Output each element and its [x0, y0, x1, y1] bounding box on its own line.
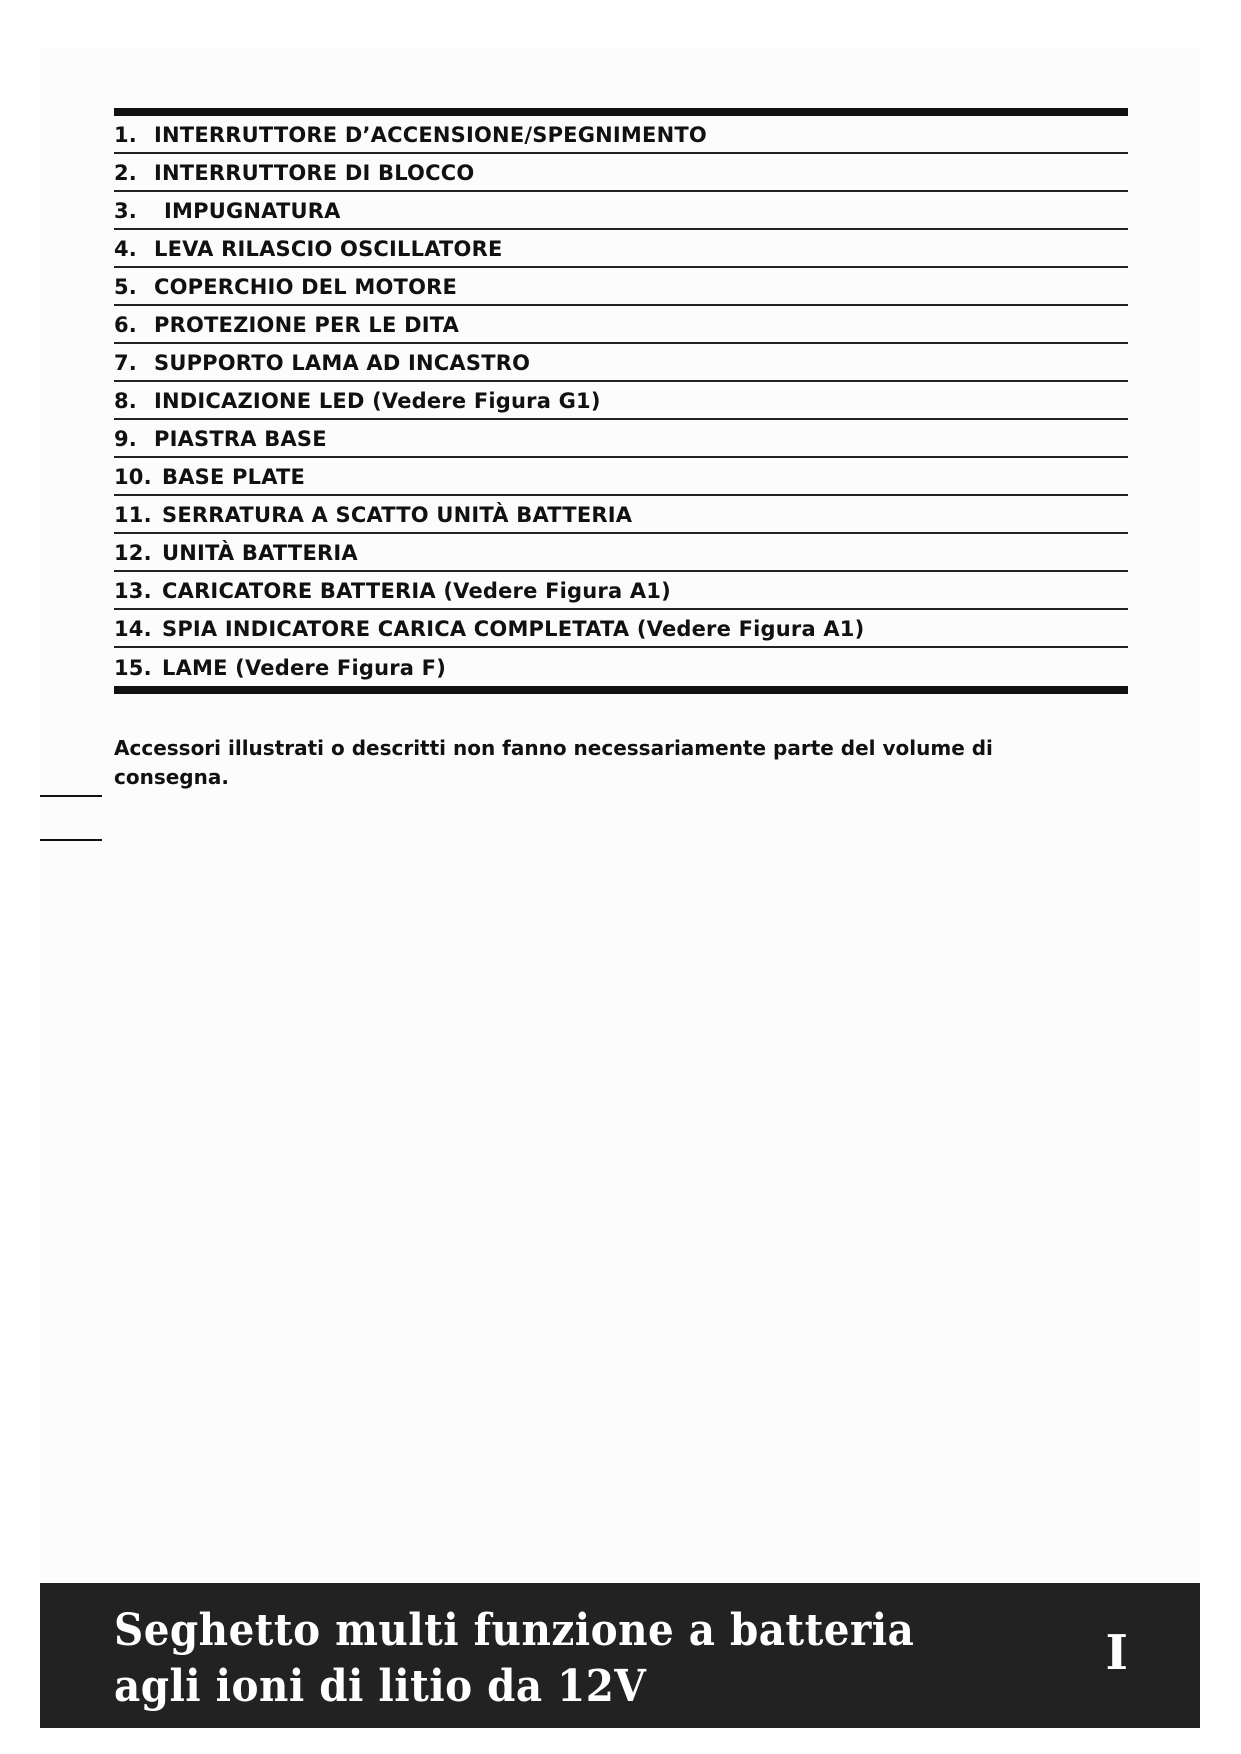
part-number: 6. — [114, 313, 137, 337]
part-label: COPERCHIO DEL MOTORE — [154, 275, 458, 299]
part-label: PIASTRA BASE — [154, 427, 327, 451]
part-label: SUPPORTO LAMA AD INCASTRO — [154, 351, 531, 375]
parts-list-item — [114, 382, 1128, 420]
part-label: SPIA INDICATORE CARICA COMPLETATA (Vedere Figura A1) — [162, 617, 865, 641]
product-title-line: agli ioni di litio da 12V — [114, 1661, 647, 1712]
parts-list-item — [114, 610, 1128, 648]
parts-list-item — [114, 268, 1128, 306]
part-number: 13. — [114, 579, 152, 603]
part-label: PROTEZIONE PER LE DITA — [154, 313, 460, 337]
part-number: 4. — [114, 237, 137, 261]
product-title — [114, 1603, 914, 1715]
part-label: SERRATURA A SCATTO UNITÀ BATTERIA — [162, 503, 633, 527]
margin-mark — [40, 839, 102, 841]
parts-list-item — [114, 154, 1128, 192]
part-number: 8. — [114, 389, 137, 413]
title-banner — [40, 1583, 1200, 1728]
part-number: 7. — [114, 351, 137, 375]
part-number: 5. — [114, 275, 137, 299]
part-number: 2. — [114, 161, 137, 185]
product-title-line: Seghetto multi funzione a batteria — [114, 1605, 915, 1656]
part-label: INDICAZIONE LED (Vedere Figura G1) — [154, 389, 601, 413]
parts-list-item — [114, 648, 1128, 686]
part-number: 15. — [114, 656, 152, 680]
part-number: 11. — [114, 503, 152, 527]
parts-list-item — [114, 306, 1128, 344]
language-marker: I — [1105, 1625, 1128, 1681]
part-label: LEVA RILASCIO OSCILLATORE — [154, 237, 503, 261]
part-number: 9. — [114, 427, 137, 451]
parts-list-item — [114, 344, 1128, 382]
parts-list-item — [114, 458, 1128, 496]
part-label: IMPUGNATURA — [164, 199, 341, 223]
accessories-note: Accessori illustrati o descritti non fanno necessariamente parte del volume di consegna. — [114, 736, 993, 789]
part-number: 10. — [114, 465, 152, 489]
parts-list-item — [114, 116, 1128, 154]
part-label: LAME (Vedere Figura F) — [162, 656, 447, 680]
part-number: 12. — [114, 541, 152, 565]
parts-list-item — [114, 534, 1128, 572]
parts-list-item — [114, 572, 1128, 610]
parts-list-item — [114, 496, 1128, 534]
part-label: INTERRUTTORE DI BLOCCO — [154, 161, 475, 185]
part-label: INTERRUTTORE D’ACCENSIONE/SPEGNIMENTO — [154, 123, 707, 147]
part-number: 1. — [114, 123, 137, 147]
parts-list-item — [114, 192, 1128, 230]
part-number: 14. — [114, 617, 152, 641]
part-label: BASE PLATE — [162, 465, 306, 489]
part-label: CARICATORE BATTERIA (Vedere Figura A1) — [162, 579, 671, 603]
parts-list — [114, 108, 1128, 694]
parts-list-item — [114, 420, 1128, 458]
margin-mark — [40, 795, 102, 797]
parts-list-item — [114, 230, 1128, 268]
part-number: 3. — [114, 199, 137, 223]
part-label: UNITÀ BATTERIA — [162, 541, 358, 565]
